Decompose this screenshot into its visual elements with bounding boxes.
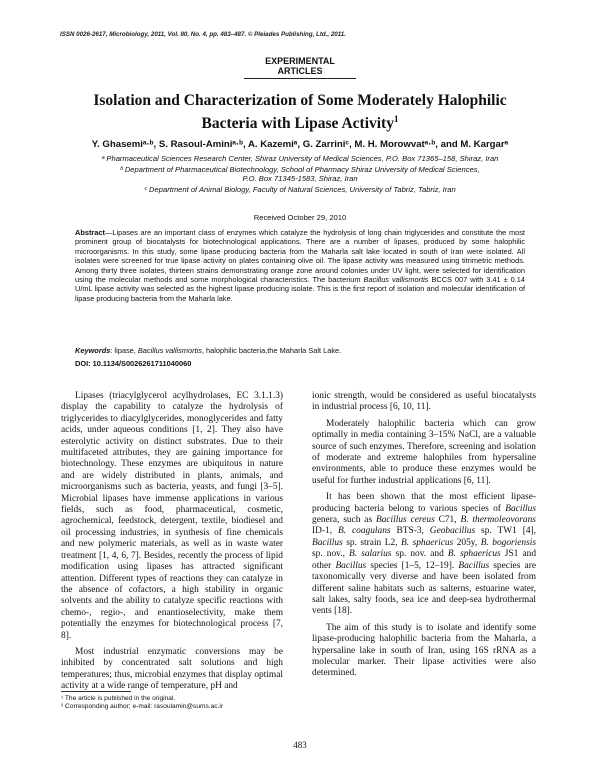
body-paragraph: Most industrial enzymatic conversions may be inhibited by concentrated salt solutions and high temperatures; thus, microbial enzymes that display optimal activity at a wide range of temperature, pH and (61, 646, 283, 692)
keywords-species: Bacillus vallismortis (137, 346, 202, 355)
body-column-right (312, 391, 536, 680)
journal-header: ISSN 0026-2617, Microbiology, 2011, Vol. 80, No. 4, pp. 483–487. © Pleiades Publishing, Ltd., 2011. (60, 31, 346, 38)
species-name: B. sphaericus (401, 537, 454, 548)
species-name: Bacillus (458, 560, 490, 571)
species-name: B. coagulans (338, 526, 391, 537)
body-paragraph: The aim of this study is to isolate and identify some lipase-producing halophilic bacteria from the Maharla, a hypersaline lake in south of Iran, using 16S rRNA as a molecular marker. Their lipase activities were also determined. (312, 622, 536, 679)
title-line1: Isolation and Characterization of Some Moderately Halophilic (93, 92, 507, 109)
footnote-divider (61, 691, 131, 692)
affiliation-a: ᵃ Pharmaceutical Sciences Research Center, Shiraz University of Medical Sciences, P.O. Box 71365–158, Shiraz, Iran (101, 154, 499, 163)
body-paragraph: Lipases (triacylglycerol acylhydrolases, EC 3.1.1.3) display the capability to catalyze the hydrolysis of triglycerides to diacylglycerides, monoglycerides and fatty acids, under aqueous conditions [1, 2]. They also have esterolytic activity on distinct substrates. Due to their multifaceted attributes, they are gaining importance for biotechnology. These enzymes are ubiquitous in nature and are widely distributed in plants, animals, and microorganisms such as bacteria, yeasts, and fungi [3–5]. Microbial lipases have immense applications in various fields, such as food, pharmaceutical, cosmetic, agrochemical, feedstock, detergent, textile, biodiesel and oil processing industries, in synthesis of fine chemicals and new polymeric materials, as well as in waste water treatment [1, 4, 6, 7]. Besides, recently the process of lipid modification using lipases has attracted significant attention. Different types of reactions they can catalyze in the absence of cofactors, a high stability in organic solvents and the ability to catalyze specific reactions with chemo-, regio-, and enantioselectivity, make them potentially the enzymes for biotechnological process [7, 8]. (61, 391, 283, 641)
keywords (75, 346, 525, 355)
text-run: sp. nov. and (391, 549, 448, 560)
received-date: Received October 29, 2010 (253, 213, 347, 222)
footnotes (61, 695, 223, 711)
text-run: sp. nov., (312, 549, 350, 560)
abstract-species: Bacillus vallismortis (363, 275, 429, 285)
abstract-text-2: BCCS 007 with 3.41 ± 0.14 U/mL lipase activity was selected as the highest lipase producing isolate. This is the first report of isolation and molecular identification of lipase producing bacteria from the Maharla lake. (75, 275, 525, 303)
text-run: species [1–5, 12–19]. (366, 560, 459, 571)
text-run: JS1 and other (312, 549, 537, 571)
affiliation-c: ᶜ Department of Animal Biology, Faculty of Natural Sciences, University of Tabriz, Tabriz, Iran (144, 184, 456, 194)
species-name: B. salarius (349, 549, 392, 560)
affiliation-b (56, 165, 544, 184)
abstract-label: Abstract (75, 228, 105, 237)
species-name: Bacillus (505, 503, 536, 514)
affiliation-b-line2: P.O. Box 71345-1583, Shiraz, Iran (242, 174, 358, 184)
section-label (0, 56, 600, 79)
body-paragraph-species (312, 492, 536, 617)
title-footnote-mark: 1 (393, 114, 399, 124)
text-run: sp. TW1 [4], (475, 526, 536, 537)
species-name: Bacillus (335, 560, 367, 571)
affiliation-b-line1: ᵇ Department of Pharmaceutical Biotechnology, School of Pharmacy Shiraz University of Medical Sciences, (120, 164, 480, 174)
text-run: 205y, (453, 537, 481, 548)
keywords-post: , halophilic bacteria,the Maharla Salt Lake. (201, 346, 342, 355)
keywords-label: Keywords (75, 346, 111, 355)
footnote-2: ² Corresponding author; e-mail: rasoulamin@sums.ac.ir (61, 703, 224, 710)
text-run: BTS-3, (390, 526, 430, 537)
body-paragraph: Moderately halophilic bacteria which can grow optimally in media containing 3–15% NaCl, are a valuable source of such enzymes. Therefore, screening and isolation of moderate and extreme halophiles from hypersaline environments, able to produce these enzymes would be useful for further industrial applications [6, 11]. (312, 418, 536, 486)
species-name: B. thermoleovorans (460, 515, 536, 526)
abstract-dash: — (104, 228, 113, 237)
species-name: Bacillus (312, 537, 343, 548)
abstract (75, 228, 525, 303)
text-run: species are taxonomically very diverse and have been isolated from different saline habitats such as salterns, estuarine water, salt lakes, salty foods, sea ice and deep-sea hydrothermal vents [18]. (312, 560, 536, 617)
species-name: B. bogoriensis (480, 537, 537, 548)
affiliations (56, 154, 544, 195)
text-run: It has been shown that the most efficient lipase-producing bacteria belong to various species of (312, 492, 536, 514)
text-run: sp. strain L2, (342, 537, 401, 548)
page-number: 483 (293, 740, 307, 750)
text-run: C71, (434, 515, 461, 526)
doi: DOI: 10.1134/S0026261711040060 (75, 359, 192, 368)
abstract-text-1: Lipases are an important class of enzymes which catalyze the hydrolysis of long chain triglycerides and constitute the most prominent group of biocatalysts for biotechnological applications. There are a number of lipases, produced by some halophilic microorganisms. In this study, some lipase producing bacteria from the Maharla salt lake located in south of Iran were isolated. All isolates were screened for true lipase activity on plates containing olive oil. The lipase activity was measured using titrimetric methods. Among thirty three isolates, thirteen strains demonstrating orange zone around colonies under UV light, were selected for identification using the molecular methods and some morphological characteristics. The bacterium (75, 228, 525, 285)
footnote-1: ¹ The article is published in the original. (61, 695, 176, 702)
section-label-line1: EXPERIMENTAL (265, 56, 335, 66)
text-run: ID-1, (312, 526, 338, 537)
species-name: Bacillus cereus (375, 515, 435, 526)
body-column-left (61, 391, 283, 693)
body-paragraph: ionic strength, would be considered as useful biocatalysts in industrial process [6, 10, 11]. (312, 391, 536, 413)
species-name: B. sphaericus (447, 549, 501, 560)
text-run: genera, such as (312, 515, 376, 526)
title-line2: Bacteria with Lipase Activity (201, 115, 394, 133)
section-label-line2: ARTICLES (277, 66, 323, 76)
article-title (60, 92, 540, 133)
species-name: Geobacillus (429, 526, 476, 537)
keywords-pre: : lipase, (110, 346, 138, 355)
section-divider (244, 78, 356, 79)
author-list: Y. Ghasemiᵃ·ᵇ, S. Rasoul-Aminiᵃ·ᵇ, A. Kazemiᵃ, G. Zarriniᶜ, M. H. Morowvatᵃ·ᵇ, and M. Kargarᵃ (91, 139, 509, 150)
